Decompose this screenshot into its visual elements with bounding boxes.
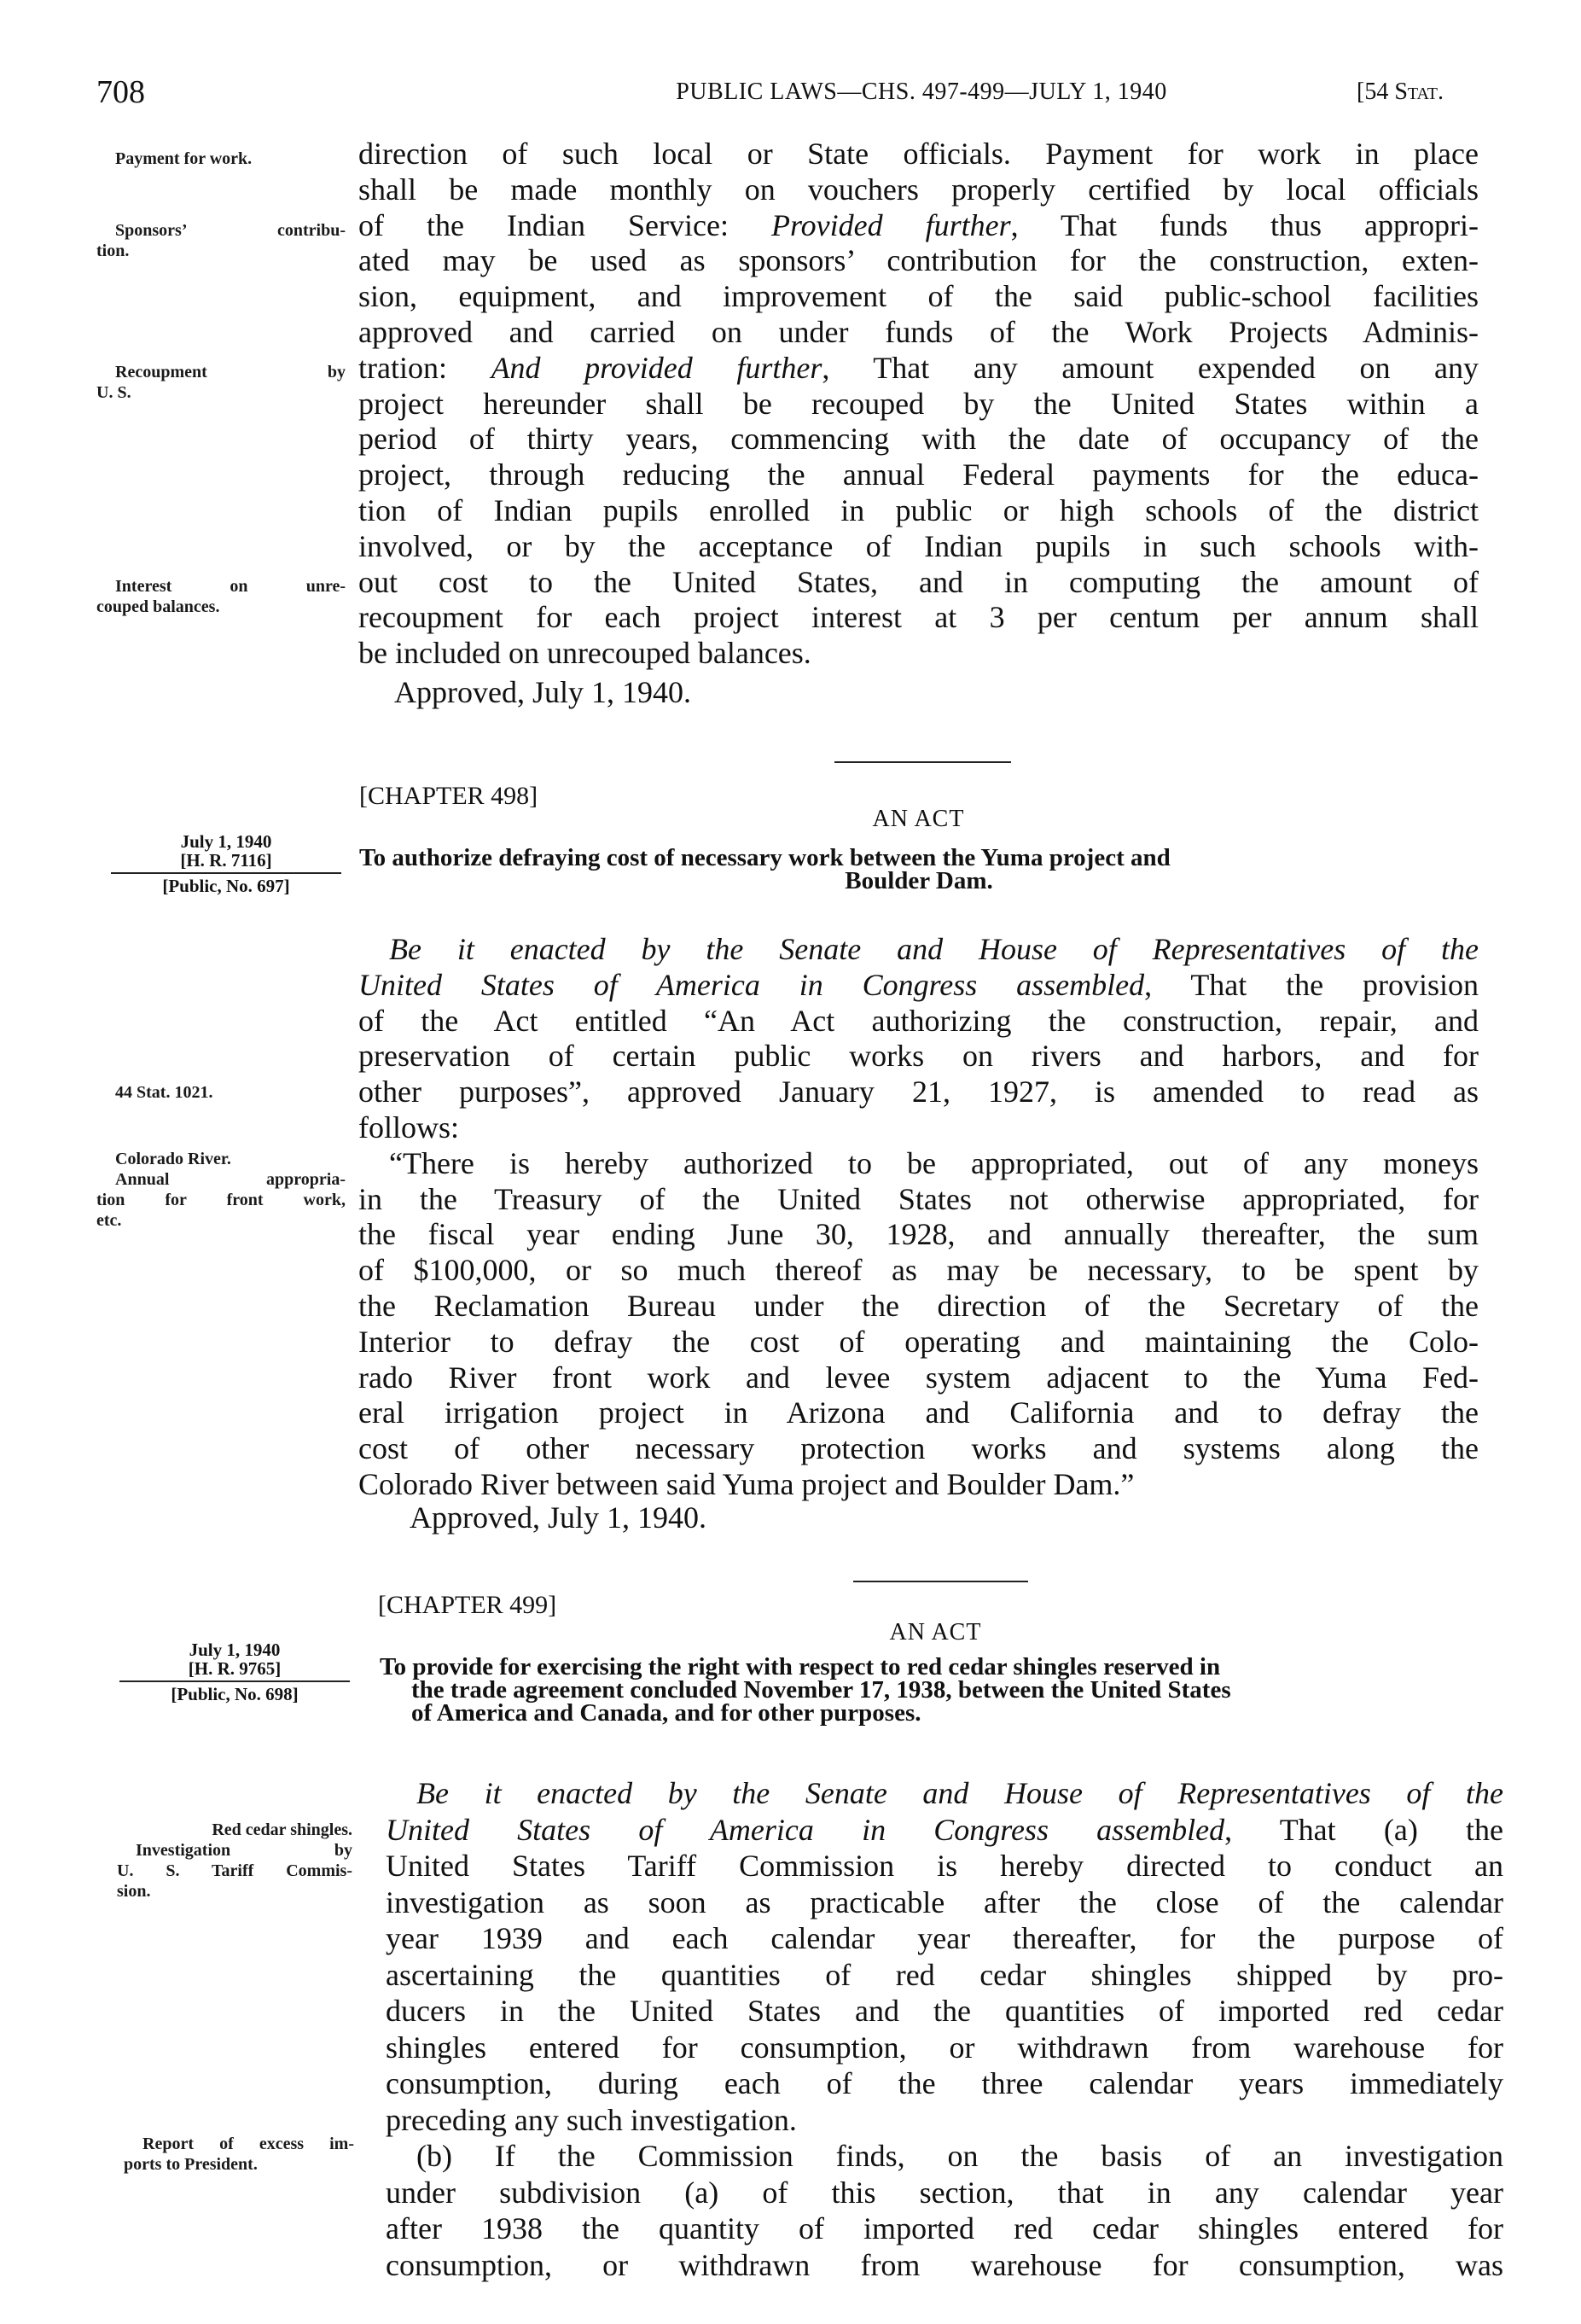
margin-note-red-cedar-shingles: Red cedar shingles. Investigation by U. S. Tariff Commis- sion. [117,1820,352,1901]
body-line: under subdivision (a) of this section, that in any calendar year [386,2175,1503,2210]
public-law-number: [Public, No. 698] [171,1684,299,1704]
enactment-date: July 1, 1940 [189,1640,281,1660]
body-line: tion of Indian pupils enrolled in public or high schools of the district [358,492,1479,527]
body-line: involved, or by the acceptance of Indian pupils in such schools with- [358,528,1479,563]
volume-reference [1357,75,1444,109]
body-line: ascertaining the quantities of red cedar shingles shipped by pro- [386,1957,1503,1992]
enacting-clause-line: United States of America in Congress assembled, That the provision [358,967,1479,1002]
body-line: “There is hereby authorized to be appropriated, out of any moneys [389,1145,1479,1180]
body-line: the fiscal year ending June 30, 1928, and annually thereafter, the sum [358,1217,1479,1252]
margin-note-44-stat: 44 Stat. 1021. [115,1083,213,1102]
section-divider [834,761,1011,763]
body-line: of the Act entitled “An Act authorizing the construction, repair, and [358,1003,1479,1038]
body-line: investigation as soon as practicable after the close of the calendar [386,1884,1503,1919]
enacting-clause-line: Be it enacted by the Senate and House of Representatives of the [416,1776,1503,1810]
margin-note-colorado-river: Colorado River. Annual appropria- tion for front work, etc. [96,1150,346,1230]
chapter-499-citation [119,1640,350,1704]
body-line: direction of such local or State officials. Payment for work in place [358,137,1479,171]
body-line: in the Treasury of the United States not otherwise appropriated, for [358,1181,1479,1216]
bill-number: [H. R. 9765] [188,1658,282,1679]
margin-note-report-to-president: Report of excess im- ports to President. [124,2135,354,2174]
chapter-498-title: To authorize defraying cost of necessary work between the Yuma project and Boulder Dam. [359,844,1171,894]
body-line: out cost to the United States, and in computing the amount of [358,564,1479,599]
body-line: ated may be used as sponsors’ contribution for the construction, exten- [358,243,1479,278]
enacting-clause-line: Be it enacted by the Senate and House of Representatives of the [389,932,1479,966]
chapter-499-act-label: AN ACT [889,1619,982,1645]
margin-note-recoupment: Recoupment by U. S. [96,363,346,402]
body-line: United States Tariff Commission is hereby directed to conduct an [386,1849,1503,1883]
page-number: 708 [96,74,145,110]
body-line: of $100,000, or so much thereof as may be necessary, to be spent by [358,1253,1479,1288]
public-law-number: [Public, No. 697] [162,876,290,896]
chapter-497-text [358,137,1479,672]
body-line: eral irrigation project in Arizona and California and to defray the [358,1395,1479,1430]
chapter-498-citation [111,832,341,895]
body-line: consumption, during each of the three calendar years immediately [386,2066,1503,2100]
body-line: project, through reducing the annual Federal payments for the educa- [358,457,1479,492]
body-line: period of thirty years, commencing with the date of occupancy of the [358,422,1479,457]
body-line: follows: [358,1110,460,1145]
body-line: be included on unrecouped balances. [358,636,811,671]
enactment-date: July 1, 1940 [180,831,272,852]
body-line: shall be made monthly on vouchers properly certified by local officials [358,172,1479,207]
chapter-498-act-label: AN ACT [872,806,965,832]
chapter-498-text [358,932,1479,1503]
citation-rule [119,1680,350,1682]
body-line: Colorado River between said Yuma project and Boulder Dam.” [358,1466,1135,1501]
body-line: ducers in the United States and the quantities of imported red cedar [386,1994,1503,2028]
volume-prefix: [54 [1357,79,1395,105]
body-line: preservation of certain public works on rivers and harbors, and for [358,1039,1479,1074]
citation-rule [111,872,341,874]
chapter-498-label: [CHAPTER 498] [359,782,538,810]
body-line: rado River front work and levee system adjacent to the Yuma Fed- [358,1360,1479,1395]
body-line: of the Indian Service: Provided further, That funds thus appropri- [358,207,1479,242]
body-line: Interior to defray the cost of operating and maintaining the Colo- [358,1324,1479,1359]
body-line: preceding any such investigation. [386,2102,797,2137]
margin-note-interest: Interest on unre- couped balances. [96,577,346,616]
approved-date-497: Approved, July 1, 1940. [394,675,691,709]
body-line: cost of other necessary protection works and systems along the [358,1431,1479,1466]
approved-date-498: Approved, July 1, 1940. [410,1500,706,1535]
body-line: project hereunder shall be recouped by the United States within a [358,386,1479,421]
running-head: PUBLIC LAWS—CHS. 497-499—JULY 1, 1940 [676,79,1167,105]
body-line: sion, equipment, and improvement of the said public-school facilities [358,279,1479,314]
body-line: after 1938 the quantity of imported red cedar shingles entered for [386,2211,1503,2245]
body-line: consumption, or withdrawn from warehouse for consumption, was [386,2247,1503,2282]
chapter-499-text [386,1775,1503,2283]
margin-note-payment-for-work: Payment for work. [115,149,253,168]
body-line: other purposes”, approved January 21, 1927, is amended to read as [358,1075,1479,1110]
body-line: approved and carried on under funds of the Work Projects Adminis- [358,314,1479,349]
volume-label: Stat. [1394,79,1444,105]
bill-number: [H. R. 7116] [180,850,272,871]
chapter-499-title: To provide for exercising the right with respect to red cedar shingles reserved in the trade agreement concluded November 17, 1938, between the United States of America and Canada, and for other purposes. [380,1653,1231,1727]
enacting-clause-line: United States of America in Congress assembled, That (a) the [386,1812,1503,1847]
margin-note-sponsors-contribution: Sponsors’ contribu- tion. [96,221,346,260]
chapter-499-label: [CHAPTER 499] [378,1591,557,1619]
body-line: year 1939 and each calendar year thereafter, for the purpose of [386,1921,1503,1955]
body-line: (b) If the Commission finds, on the basis of an investigation [416,2139,1503,2173]
body-line: recoupment for each project interest at 3 per centum per annum shall [358,600,1479,635]
body-line: the Reclamation Bureau under the direction of the Secretary of the [358,1288,1479,1323]
section-divider [853,1581,1028,1582]
body-line: shingles entered for consumption, or withdrawn from warehouse for [386,2030,1503,2065]
body-line: tration: And provided further, That any amount expended on any [358,350,1479,385]
